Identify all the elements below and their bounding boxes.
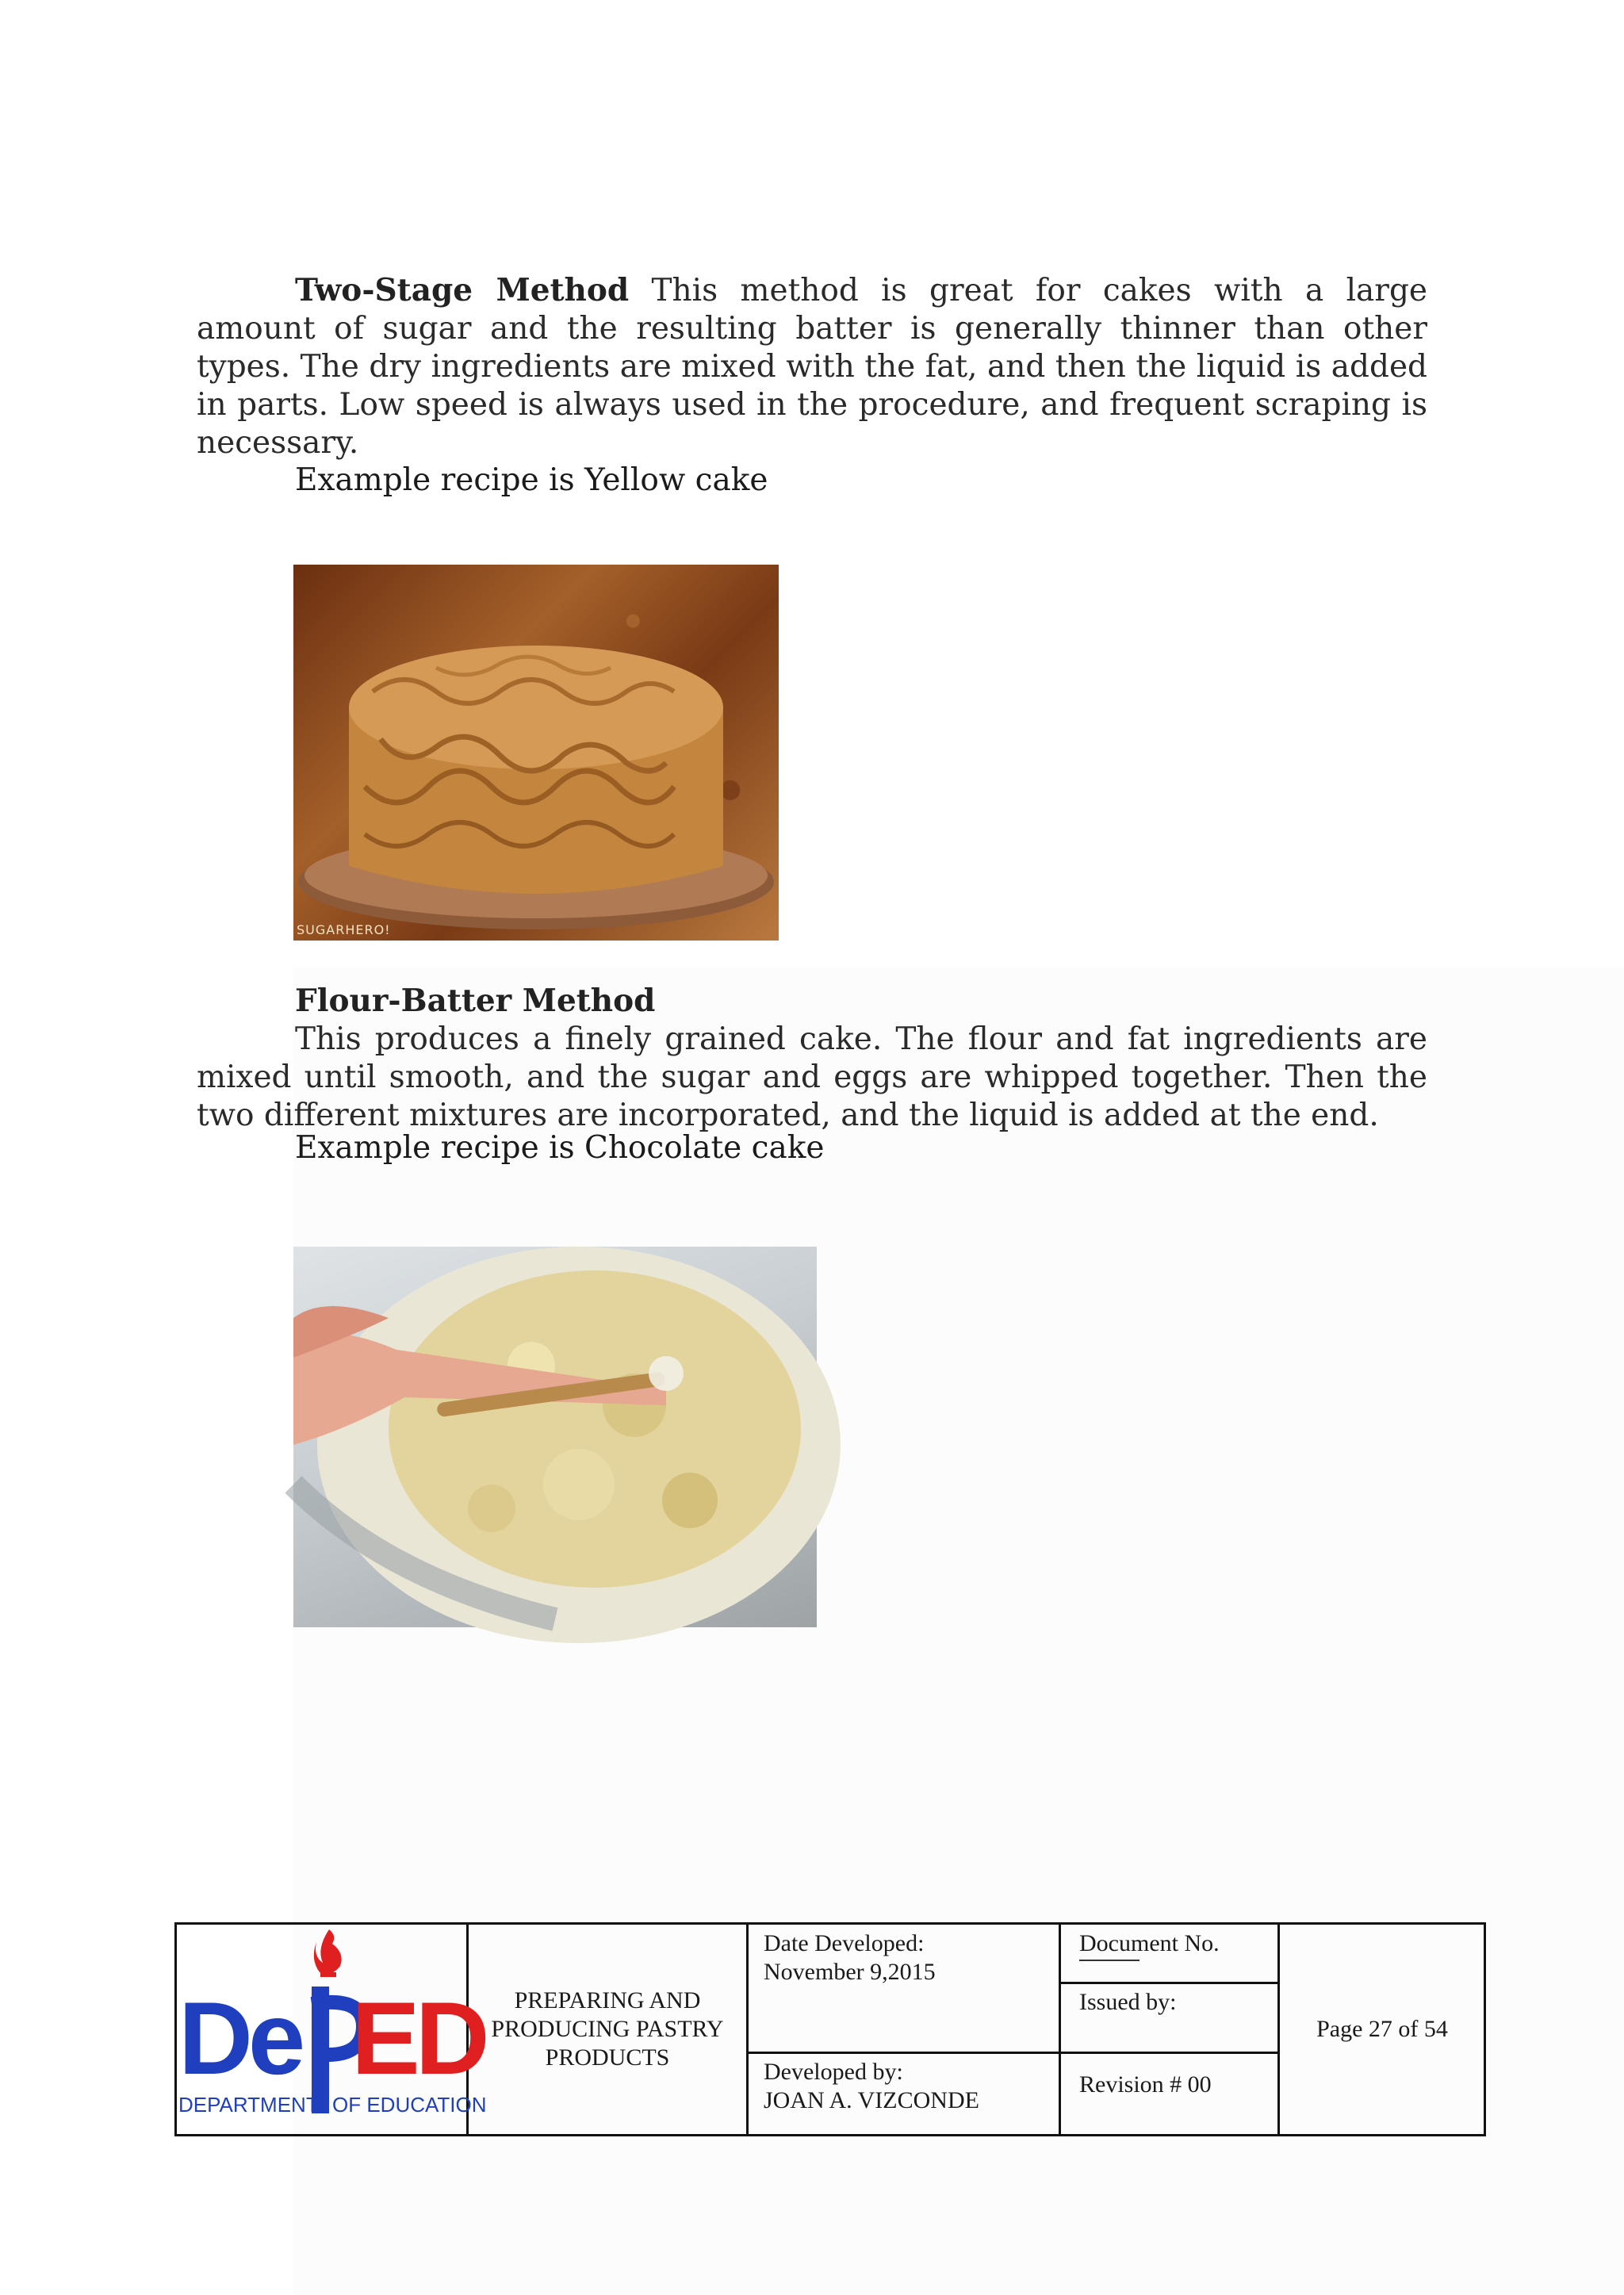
svg-text:De: De: [178, 1980, 301, 2096]
flour-batter-paragraph: This produces a finely grained cake. The flour and fat ingredients are mixed until smooth, and the sugar and eggs are whipped together. Then the two different mixtures are incorporated, and the liquid is added at the end.: [197, 1021, 1427, 1133]
date-developed-cell: [749, 1925, 1059, 2052]
svg-text:ED: ED: [351, 1980, 485, 2096]
batter-illustration: [293, 1247, 817, 1627]
date-developed-value: November 9,2015: [764, 1959, 936, 1985]
revision-cell: [1062, 2055, 1277, 2134]
table-divider: [1059, 1925, 1061, 2134]
flour-batter-example: Example recipe is Chocolate cake: [295, 1130, 825, 1166]
table-divider: [1277, 1925, 1280, 2134]
flour-batter-heading-line: [197, 982, 1427, 1021]
deped-logo-graphic: [177, 1925, 487, 2134]
course-title: PREPARING AND PRODUCING PASTRY PRODUCTS: [491, 1987, 724, 2071]
deped-logo: [177, 1925, 487, 2134]
date-developed-label: Date Developed:: [764, 1930, 925, 1956]
flour-batter-section: [197, 982, 1427, 1135]
developed-by-cell: [749, 2055, 1059, 2134]
table-divider: [1061, 2052, 1277, 2054]
document-number-blank: [1079, 1960, 1139, 1961]
table-divider: [746, 1925, 749, 2134]
batter-mixing-photo: [293, 1247, 817, 1627]
developed-by-value: JOAN A. VIZCONDE: [764, 2087, 979, 2113]
issued-by-label: Issued by:: [1079, 1989, 1177, 2015]
document-number-label: Document No.: [1079, 1930, 1220, 1956]
two-stage-body: This method is great for cakes with a large amount of sugar and the resulting batter is generally thinner than other types. The dry ingredients are mixed with the fat, and then the liquid is added in parts. Low speed is always used in the procedure, and frequent scraping is necessary.: [197, 273, 1427, 461]
document-number-cell: [1062, 1925, 1277, 1982]
developed-by-label: Developed by:: [764, 2059, 903, 2085]
two-stage-heading: Two-Stage Method: [295, 272, 630, 308]
two-stage-example: Example recipe is Yellow cake: [295, 462, 768, 498]
page-number: Page 27 of 54: [1316, 2016, 1448, 2042]
yellow-cake-photo: [293, 565, 779, 941]
two-stage-section: [197, 271, 1427, 462]
flour-batter-heading: Flour-Batter Method: [295, 983, 656, 1019]
two-stage-paragraph: [197, 271, 1427, 462]
cake-illustration: [293, 565, 779, 941]
table-divider: [1061, 1982, 1277, 1984]
issued-by-cell: [1062, 1985, 1277, 2052]
photo-watermark: SUGARHERO!: [297, 922, 391, 937]
document-footer-table: [174, 1922, 1486, 2136]
svg-text:OF EDUCATION: OF EDUCATION: [332, 2093, 487, 2117]
table-divider: [749, 2052, 1059, 2054]
revision-label: Revision # 00: [1079, 2071, 1212, 2098]
deped-logo-subtext: DEPARTMENT: [178, 2093, 319, 2117]
